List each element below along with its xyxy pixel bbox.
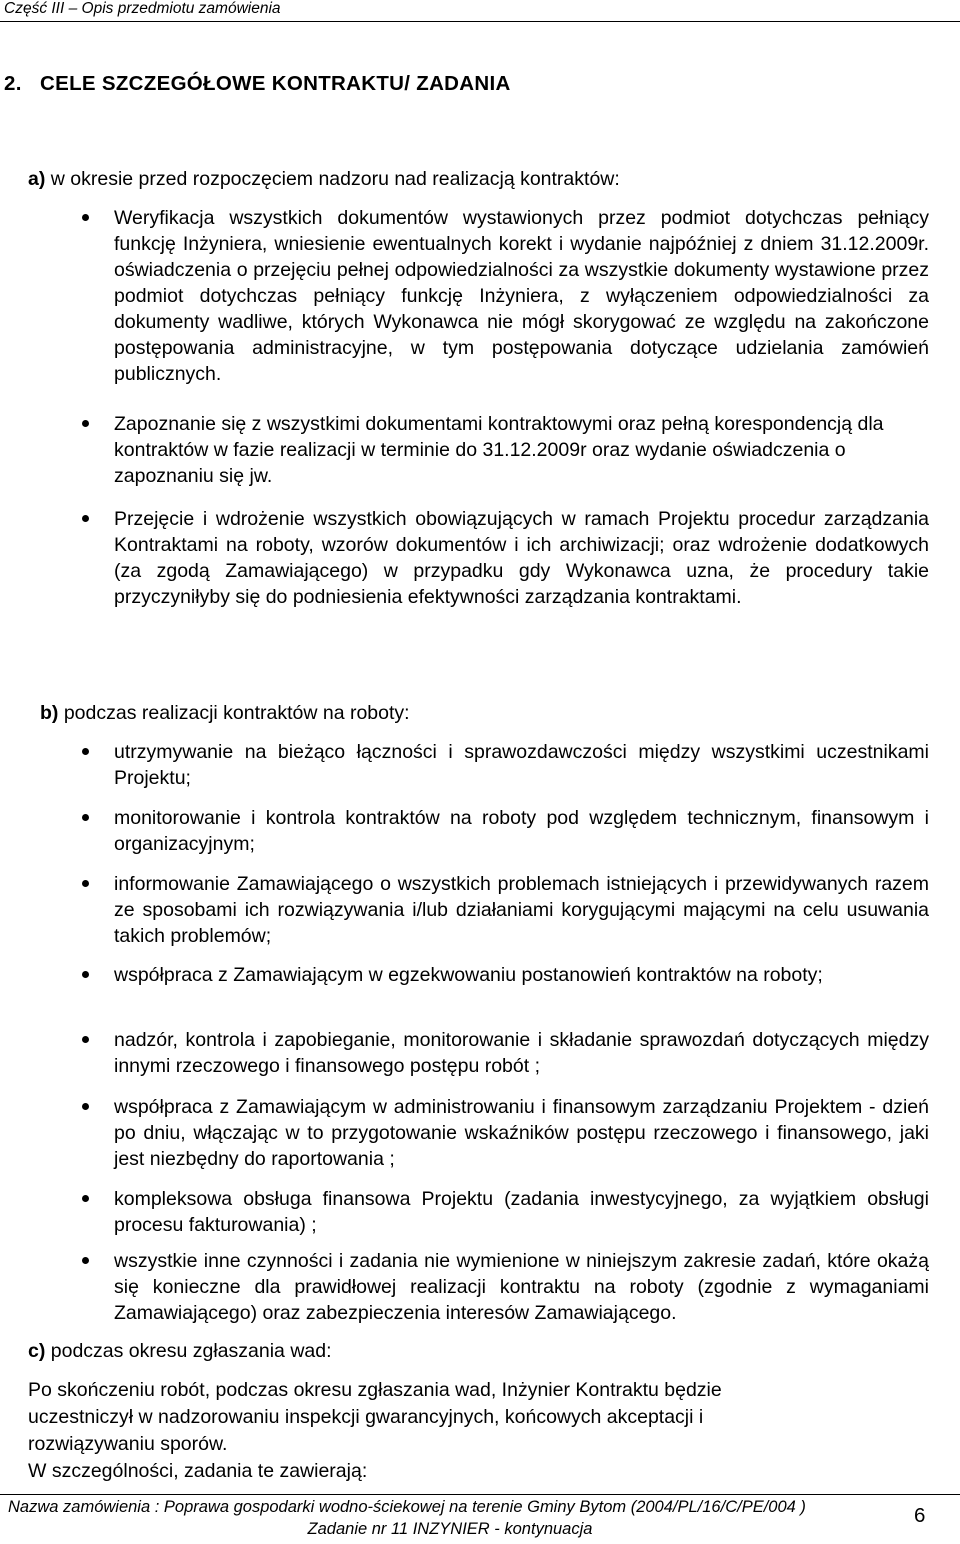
footer-line-2: Zadanie nr 11 INZYNIER - kontynuacja xyxy=(307,1520,593,1538)
page-number: 6 xyxy=(914,1504,926,1527)
bullet-icon xyxy=(82,971,89,978)
part-c-heading-text: podczas okresu zgłaszania wad: xyxy=(45,1340,332,1362)
part-c-heading xyxy=(28,1340,332,1363)
list-item-text: informowanie Zamawiającego o wszystkich problemach istniejących i przewidywanych razem ze sposobami ich rozwiązywania i/lub działaniami korygującymi mającymi na celu usuwania takich problemów; xyxy=(114,873,929,947)
list-item xyxy=(114,739,929,805)
footer-divider xyxy=(0,1494,960,1495)
list-item xyxy=(114,205,929,411)
part-b-marker: b) xyxy=(40,702,59,724)
section-number: 2. xyxy=(4,72,22,95)
list-item xyxy=(114,962,929,1027)
paragraph-line: W szczególności, zadania te zawierają: xyxy=(28,1460,368,1482)
list-item-text: wszystkie inne czynności i zadania nie wymienione w niniejszym zakresie zadań, które okażą się konieczne dla prawidłowej realizacji kontraktu na roboty (zgodnie z wymaganiami Zamawiającego) oraz zabezpieczenia interesów Zamawiającego. xyxy=(114,1250,929,1324)
part-c-paragraph xyxy=(28,1377,722,1485)
bullet-icon xyxy=(82,1036,89,1043)
part-a-list xyxy=(114,205,929,610)
part-a-heading xyxy=(28,168,620,191)
paragraph-line: Po skończeniu robót, podczas okresu zgłaszania wad, Inżynier Kontraktu będzie xyxy=(28,1379,722,1401)
bullet-icon xyxy=(82,214,89,221)
list-item-text: współpraca z Zamawiającym w administrowaniu i finansowym zarządzaniu Projektem - dzień po dniu, włączając w to przygotowanie wskaźników postępu rzeczowego i finansowego, jaki jest niezbędny do raportowania ; xyxy=(114,1096,929,1170)
part-b-heading xyxy=(40,702,410,725)
paragraph-line: uczestniczył w nadzorowaniu inspekcji gwarancyjnych, końcowych akceptacji i xyxy=(28,1406,704,1428)
part-c-marker: c) xyxy=(28,1340,46,1362)
list-item-text: kompleksowa obsługa finansowa Projektu (zadania inwestycyjnego, za wyjątkiem obsługi procesu fakturowania) ; xyxy=(114,1188,929,1236)
bullet-icon xyxy=(82,880,89,887)
part-b-list xyxy=(114,739,929,1326)
header-divider xyxy=(0,21,960,22)
list-item xyxy=(114,1094,929,1186)
bullet-icon xyxy=(82,1103,89,1110)
list-item xyxy=(114,1027,929,1094)
list-item xyxy=(114,506,929,610)
bullet-icon xyxy=(82,1257,89,1264)
section-title xyxy=(4,72,511,96)
list-item xyxy=(114,871,929,962)
list-item-text: monitorowanie i kontrola kontraktów na roboty pod względem technicznym, finansowym i organizacyjnym; xyxy=(114,807,929,855)
page-header xyxy=(0,0,960,22)
bullet-icon xyxy=(82,748,89,755)
list-item-text: współpraca z Zamawiającym w egzekwowaniu postanowień kontraktów na roboty; xyxy=(114,964,823,986)
list-item xyxy=(114,805,929,871)
bullet-icon xyxy=(82,515,89,522)
bullet-icon xyxy=(82,420,89,427)
bullet-icon xyxy=(82,1195,89,1202)
list-item xyxy=(114,1248,929,1326)
list-item-text: utrzymywanie na bieżąco łączności i sprawozdawczości między wszystkimi uczestnikami Projektu; xyxy=(114,741,929,789)
list-item-text: Przejęcie i wdrożenie wszystkich obowiązujących w ramach Projektu procedur zarządzania Kontraktami na roboty, wzorów dokumentów i ich archiwizacji; oraz wdrożenie dodatkowych (za zgodą Zamawiającego) w przypadku gdy Wykonawca uzna, że procedury takie przyczyniłyby się do podniesienia efektywności zarządzania kontraktami. xyxy=(114,508,929,608)
bullet-icon xyxy=(82,814,89,821)
list-item xyxy=(114,1186,929,1248)
list-item-text: Zapoznanie się z wszystkimi dokumentami kontraktowymi oraz pełną korespondencją dla kontraktów w fazie realizacji w terminie do 31.12.2009r oraz wydanie oświadczenia o zapoznaniu się jw. xyxy=(114,413,884,487)
part-a-heading-text: w okresie przed rozpoczęciem nadzoru nad realizacją kontraktów: xyxy=(45,168,620,190)
list-item-text: Weryfikacja wszystkich dokumentów wystawionych przez podmiot dotychczas pełniący funkcję Inżyniera, wniesienie ewentualnych korekt i wydanie najpóźniej z dniem 31.12.2009r. oświadczenia o przejęciu pełnej odpowiedzialności za wszystkie dokumenty wystawione przez podmiot dotychczas pełniący funkcję Inżyniera, z wyłączeniem odpowiedzialności za dokumenty wadliwe, których Wykonawca nie mógł skorygować ze względu na zakończone postępowania administracyjne, w tym postępowania dotyczące udzielania zamówień publicznych. xyxy=(114,207,929,385)
list-item-text: nadzór, kontrola i zapobieganie, monitorowanie i składanie sprawozdań dotyczących między innymi rzeczowego i finansowego postępu robót ; xyxy=(114,1029,929,1077)
section-title-text: CELE SZCZEGÓŁOWE KONTRAKTU/ ZADANIA xyxy=(40,72,511,95)
header-text: Część III – Opis przedmiotu zamówienia xyxy=(4,0,281,17)
list-item xyxy=(114,411,929,506)
footer-line-1: Nazwa zamówienia : Poprawa gospodarki wodno-ściekowej na terenie Gminy Bytom (2004/PL/16/C/PE/004 ) xyxy=(8,1498,806,1516)
part-a-marker: a) xyxy=(28,168,46,190)
paragraph-line: rozwiązywaniu sporów. xyxy=(28,1433,228,1455)
part-b-heading-text: podczas realizacji kontraktów na roboty: xyxy=(58,702,410,724)
